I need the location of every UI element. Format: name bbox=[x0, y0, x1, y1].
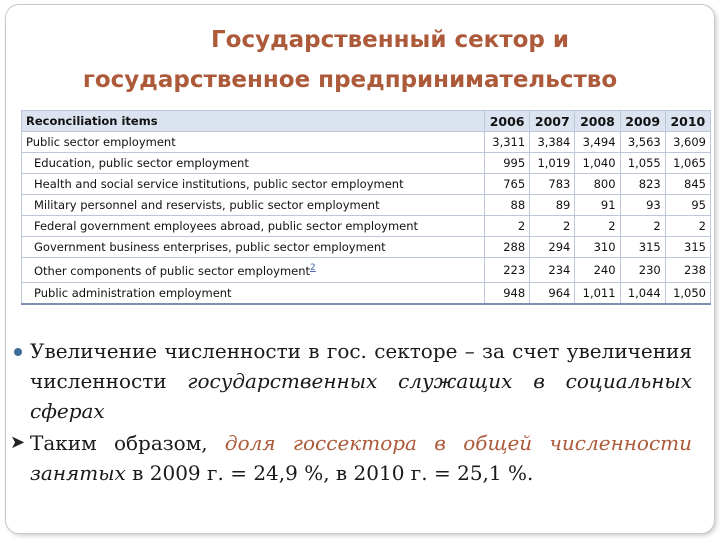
table-row bbox=[22, 237, 711, 258]
cell-value: 1,019 bbox=[530, 153, 575, 174]
cell-value: 2 bbox=[485, 216, 530, 237]
cell-value: 3,609 bbox=[665, 132, 710, 153]
header-reconciliation-items: Reconciliation items bbox=[22, 111, 485, 132]
cell-value: 845 bbox=[665, 174, 710, 195]
cell-value: 3,563 bbox=[620, 132, 665, 153]
round-bullet-icon bbox=[14, 348, 22, 356]
cell-value: 3,311 bbox=[485, 132, 530, 153]
header-year-2008: 2008 bbox=[575, 111, 620, 132]
row-label: Health and social service institutions, public sector employment bbox=[22, 174, 485, 195]
cell-value: 238 bbox=[665, 258, 710, 283]
cell-value: 948 bbox=[485, 283, 530, 305]
cell-value: 2 bbox=[665, 216, 710, 237]
cell-value: 1,011 bbox=[575, 283, 620, 305]
title-line-1: Государственный сектор и bbox=[210, 27, 570, 53]
cell-value: 315 bbox=[620, 237, 665, 258]
cell-value: 240 bbox=[575, 258, 620, 283]
table-row bbox=[22, 258, 711, 283]
cell-value: 800 bbox=[575, 174, 620, 195]
cell-value: 230 bbox=[620, 258, 665, 283]
bullet-1-italic: государственных служащих в социальных сферах bbox=[30, 369, 692, 423]
cell-value: 288 bbox=[485, 237, 530, 258]
cell-value: 91 bbox=[575, 195, 620, 216]
cell-value: 3,494 bbox=[575, 132, 620, 153]
table-row bbox=[22, 153, 711, 174]
row-label: Military personnel and reservists, public sector employment bbox=[22, 195, 485, 216]
cell-value: 223 bbox=[485, 258, 530, 283]
bullet-item-1 bbox=[12, 336, 692, 426]
row-label: Education, public sector employment bbox=[22, 153, 485, 174]
cell-value: 995 bbox=[485, 153, 530, 174]
table-row bbox=[22, 132, 711, 153]
cell-value: 2 bbox=[575, 216, 620, 237]
cell-value: 823 bbox=[620, 174, 665, 195]
row-label-text: Other components of public sector employment bbox=[34, 263, 311, 278]
bullet-2-text: Таким образом, bbox=[30, 431, 225, 455]
cell-value: 89 bbox=[530, 195, 575, 216]
cell-value: 964 bbox=[530, 283, 575, 305]
cell-value: 315 bbox=[665, 237, 710, 258]
table-row bbox=[22, 216, 711, 237]
row-label: Government business enterprises, public sector employment bbox=[22, 237, 485, 258]
bullet-list bbox=[12, 336, 692, 488]
cell-value: 88 bbox=[485, 195, 530, 216]
cell-value: 2 bbox=[620, 216, 665, 237]
cell-value: 1,055 bbox=[620, 153, 665, 174]
row-label: Public sector employment bbox=[22, 132, 485, 153]
row-label: Federal government employees abroad, public sector employment bbox=[22, 216, 485, 237]
bullet-2-tail: в 2009 г. = 24,9 %, в 2010 г. = 25,1 %. bbox=[125, 461, 534, 485]
table-header-row bbox=[22, 111, 711, 132]
bullet-2-italic: занятых bbox=[30, 461, 126, 485]
slide-title bbox=[0, 20, 720, 100]
table-row bbox=[22, 174, 711, 195]
bullet-2-accent: доля госсектора в общей численности bbox=[224, 431, 693, 455]
row-label-with-footnote bbox=[22, 258, 485, 283]
header-year-2010: 2010 bbox=[665, 111, 710, 132]
cell-value: 234 bbox=[530, 258, 575, 283]
cell-value: 310 bbox=[575, 237, 620, 258]
footnote-link[interactable]: 2 bbox=[310, 262, 316, 273]
header-year-2009: 2009 bbox=[620, 111, 665, 132]
cell-value: 95 bbox=[665, 195, 710, 216]
reconciliation-table-wrapper bbox=[21, 110, 706, 312]
cell-value: 2 bbox=[530, 216, 575, 237]
cell-value: 765 bbox=[485, 174, 530, 195]
title-line-2: государственное предпринимательство bbox=[82, 67, 618, 93]
table-row bbox=[22, 283, 711, 305]
cell-value: 294 bbox=[530, 237, 575, 258]
cell-value: 3,384 bbox=[530, 132, 575, 153]
cell-value: 1,050 bbox=[665, 283, 710, 305]
cell-value: 783 bbox=[530, 174, 575, 195]
bullet-item-2 bbox=[12, 428, 692, 488]
header-year-2007: 2007 bbox=[530, 111, 575, 132]
header-year-2006: 2006 bbox=[485, 111, 530, 132]
cell-value: 93 bbox=[620, 195, 665, 216]
bullet-1-text: Увеличение численности в гос. секторе – за счет увеличения численности bbox=[30, 339, 692, 393]
arrow-bullet-icon: ➤ bbox=[10, 432, 26, 453]
cell-value: 1,040 bbox=[575, 153, 620, 174]
cell-value: 1,065 bbox=[665, 153, 710, 174]
row-label: Public administration employment bbox=[22, 283, 485, 305]
cell-value: 1,044 bbox=[620, 283, 665, 305]
table-row bbox=[22, 195, 711, 216]
reconciliation-table bbox=[21, 110, 711, 305]
